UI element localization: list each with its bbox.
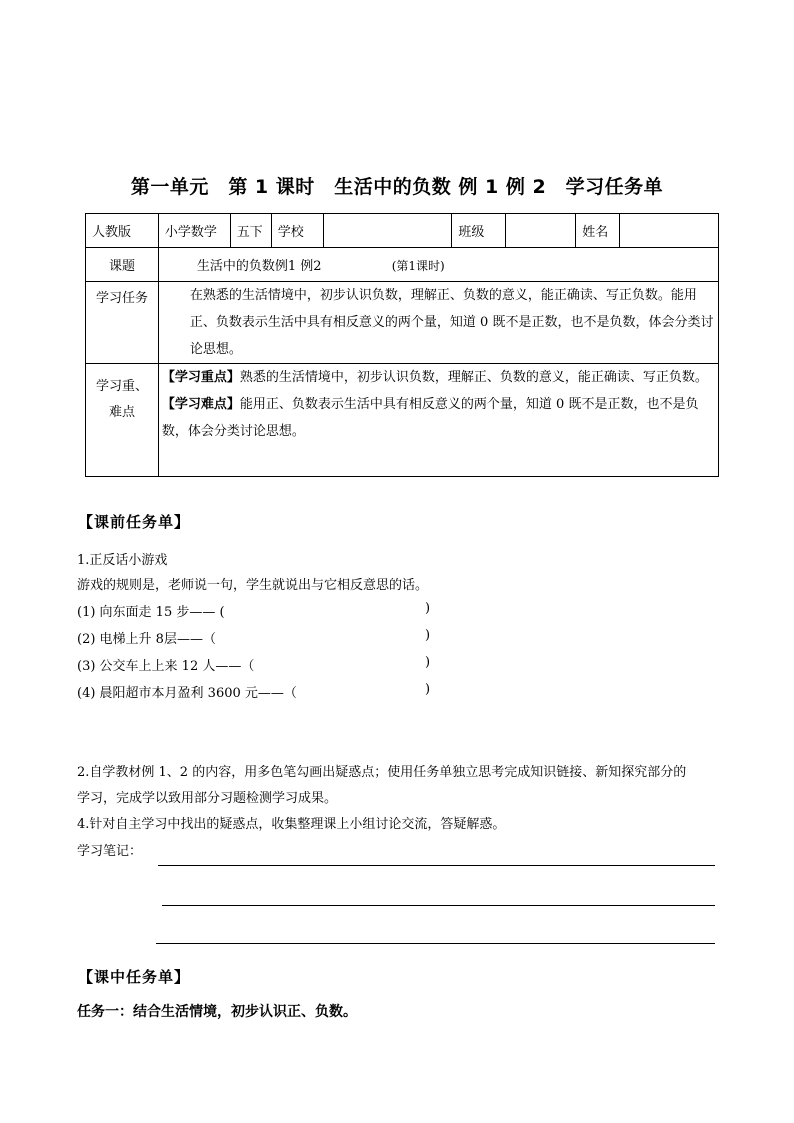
notes-line-3[interactable] <box>156 943 715 944</box>
task-text-cell <box>158 282 718 364</box>
topic-value-cell <box>158 248 718 282</box>
subject-cell: 小学数学 <box>158 214 230 248</box>
topic-period: (第1课时) <box>391 259 445 273</box>
focus-tag: 【学习重点】 <box>161 370 240 385</box>
item-4: (4) 晨阳超市本月盈利 3600 元——（ <box>77 686 297 701</box>
game-rules: 游戏的规则是，老师说一句，学生就说出与它相反意思的话。 <box>77 578 429 593</box>
item-3: (3) 公交车上上来 12 人——（ <box>77 659 255 674</box>
task-row <box>86 282 719 364</box>
name-label: 姓名 <box>576 214 620 248</box>
focus-block <box>162 364 715 391</box>
key-label-cell <box>86 364 159 477</box>
self-study-line-1: 2.自学教材例 1、2 的内容，用多色笔勾画出疑惑点；使用任务单独立思考完成知识链接、新知探究部分的 <box>77 765 687 780</box>
item-3-close: ) <box>425 655 431 670</box>
key-label-line2: 难点 <box>108 405 135 420</box>
item-4-close: ) <box>425 682 431 697</box>
topic-row <box>86 248 719 282</box>
difficulty-tag: 【学习难点】 <box>161 397 240 412</box>
game-title: 1.正反话小游戏 <box>77 553 168 568</box>
item-1: (1) 向东面走 15 步—— ( <box>77 605 225 620</box>
task-one: 任务一：结合生活情境，初步认识正、负数。 <box>77 1004 357 1020</box>
item-2: (2) 电梯上升 8层——（ <box>77 632 216 647</box>
grade-cell: 五下 <box>230 214 271 248</box>
key-row <box>86 364 719 477</box>
school-label: 学校 <box>271 214 323 248</box>
pre-class-heading: 【课前任务单】 <box>78 513 191 531</box>
self-study-line-2: 学习，完成学以致用部分习题检测学习成果。 <box>77 791 338 806</box>
discussion-text: 4.针对自主学习中找出的疑惑点，收集整理课上小组讨论交流，答疑解惑。 <box>77 817 506 832</box>
name-field[interactable] <box>620 214 719 248</box>
task-text: 在熟悉的生活情境中，初步认识负数，理解正、负数的意义，能正确读、写正负数。能用正、负数表示生活中具有相反意义的两个量，知道 0 既不是正数，也不是负数，体会分类讨论思想。 <box>189 288 714 357</box>
item-1-close: ) <box>425 601 431 616</box>
item-2-close: ) <box>425 628 431 643</box>
key-label-line1: 学习重、 <box>95 379 148 394</box>
notes-line-1[interactable] <box>158 865 715 866</box>
class-label: 班级 <box>452 214 506 248</box>
task-label: 学习任务 <box>86 282 159 364</box>
in-class-heading: 【课中任务单】 <box>78 968 191 986</box>
class-field[interactable] <box>506 214 576 248</box>
topic-label: 课题 <box>86 248 159 282</box>
difficulty-block <box>162 391 715 445</box>
difficulty-text: 能用正、负数表示生活中具有相反意义的两个量，知道 0 既不是正数，也不是负数，体会分类讨论思想。 <box>161 397 699 439</box>
topic-value: 生活中的负数例1 例2 <box>196 259 322 274</box>
school-field[interactable] <box>323 214 452 248</box>
notes-line-2[interactable] <box>162 905 715 906</box>
header-row <box>86 214 719 248</box>
document-title: 第一单元 第 1 课时 生活中的负数 例 1 例 2 学习任务单 <box>130 176 664 198</box>
key-text-cell <box>158 364 718 477</box>
notes-label: 学习笔记： <box>77 844 143 859</box>
edition-cell: 人教版 <box>86 214 159 248</box>
focus-text: 熟悉的生活情境中，初步认识负数，理解正、负数的意义，能正确读、写正负数。 <box>239 370 708 385</box>
info-table <box>85 213 719 477</box>
